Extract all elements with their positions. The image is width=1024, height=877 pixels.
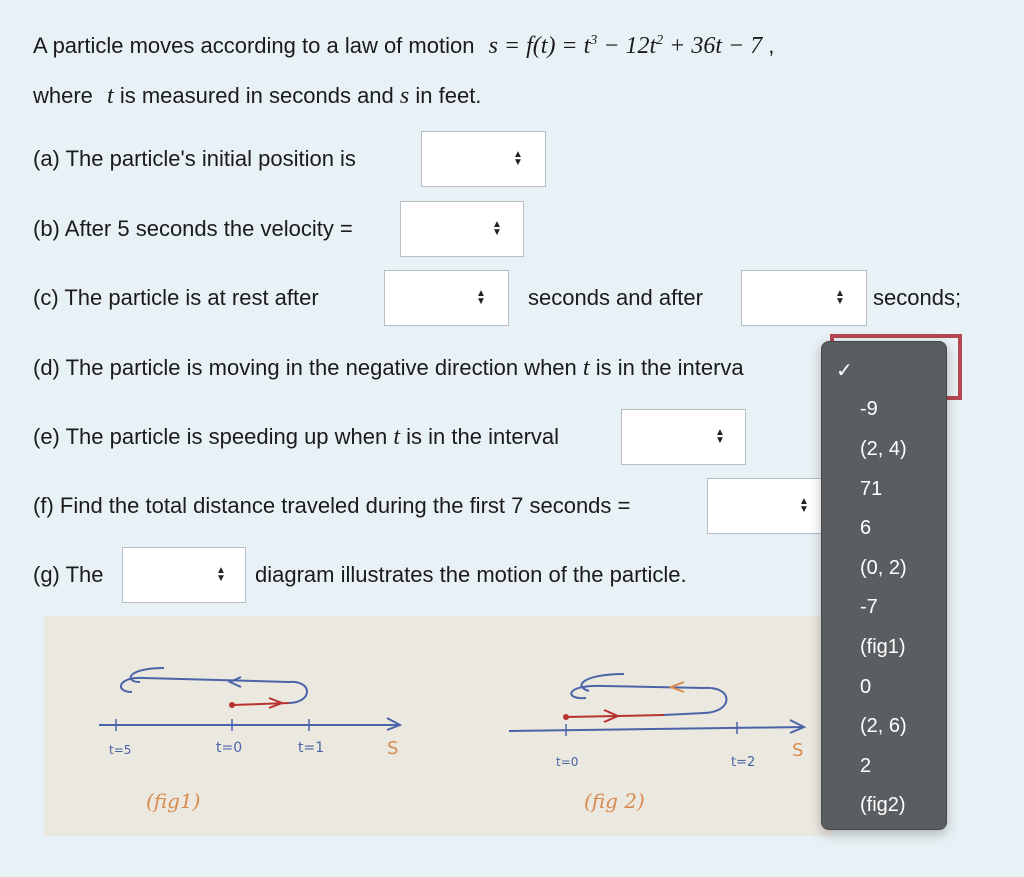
select-arrows-icon: ▲ ▼ [216, 565, 226, 584]
formula-exp3: 3 [590, 33, 598, 48]
dropdown-option[interactable]: (2, 4) [860, 438, 907, 460]
dropdown-option[interactable]: 2 [860, 755, 872, 777]
fig2-sketch [509, 674, 804, 813]
formula-mid1: − 12t [597, 33, 657, 59]
part-e-label [33, 424, 559, 451]
dropdown-option[interactable]: (2, 6) [860, 715, 907, 737]
fig2-t2: t=2 [731, 755, 756, 770]
fig1-t0: t=0 [216, 740, 243, 756]
part-g-select[interactable] [122, 547, 246, 603]
line2-s: s [399, 83, 410, 109]
intro-line [33, 33, 774, 60]
motion-diagrams-sketch [44, 616, 832, 836]
dropdown-option[interactable]: 6 [860, 517, 872, 539]
part-c-label-2: seconds and after [528, 285, 703, 310]
dropdown-option[interactable]: 0 [860, 676, 872, 698]
fig1-sketch [99, 668, 400, 813]
part-c-select-1[interactable] [384, 270, 509, 326]
motion-diagram-photo [44, 616, 832, 836]
formula-lhs: s = f(t) = t [488, 33, 591, 59]
part-f-label: (f) Find the total distance traveled during the first 7 seconds = [33, 493, 631, 518]
part-g-label-1: (g) The [33, 562, 104, 587]
fig1-caption: (fig1) [146, 789, 201, 813]
part-d-text-2: is in the interva [595, 355, 744, 380]
part-e-select[interactable] [621, 409, 746, 465]
part-e-text-2: is in the interval [406, 424, 560, 449]
select-arrows-icon: ▲ ▼ [513, 149, 523, 168]
part-b-select[interactable] [400, 201, 524, 257]
fig2-t0: t=0 [556, 755, 579, 769]
formula-rest: + 36t − 7 [663, 33, 763, 59]
formula-exp2: 2 [656, 33, 664, 48]
select-arrows-icon: ▲ ▼ [715, 427, 725, 446]
part-a-label: (a) The particle's initial position is [33, 146, 356, 171]
part-f-select[interactable] [707, 478, 831, 534]
part-d-text: (d) The particle is moving in the negative direction when [33, 355, 577, 380]
part-c-select-2[interactable] [741, 270, 867, 326]
line2-end: in feet. [415, 83, 482, 108]
part-d-t: t [582, 355, 590, 381]
fig2-caption: (fig 2) [584, 789, 645, 813]
fig2-s: S [792, 740, 804, 761]
dropdown-option[interactable]: (fig1) [860, 636, 906, 658]
checkmark-icon: ✓ [836, 360, 853, 382]
dropdown-option[interactable]: -7 [860, 596, 878, 618]
line2-middle: is measured in seconds and [119, 83, 394, 108]
formula [489, 33, 769, 59]
intro-prefix: A particle moves according to a law of motion [33, 33, 475, 58]
select-arrows-icon: ▲ ▼ [799, 496, 809, 515]
select-arrows-icon: ▲ ▼ [835, 288, 845, 307]
part-c-label-1: (c) The particle is at rest after [33, 285, 319, 310]
part-c-label-3: seconds; [873, 285, 962, 310]
dropdown-option[interactable]: (0, 2) [860, 557, 907, 579]
fig1-t5: t=5 [109, 743, 132, 757]
part-b-label: (b) After 5 seconds the velocity = [33, 216, 353, 241]
dropdown-menu[interactable] [821, 341, 947, 830]
part-e-t: t [393, 424, 401, 450]
part-g-label-2: diagram illustrates the motion of the particle. [255, 562, 687, 587]
units-line [33, 83, 481, 110]
part-e-text: (e) The particle is speeding up when [33, 424, 388, 449]
select-arrows-icon: ▲ ▼ [476, 288, 486, 307]
dropdown-option[interactable]: (fig2) [860, 794, 906, 816]
line2-where: where [33, 83, 93, 108]
part-a-select[interactable] [421, 131, 546, 187]
fig1-s: S [387, 738, 399, 759]
intro-suffix: , [768, 33, 775, 58]
fig1-t1: t=1 [298, 740, 325, 756]
select-arrows-icon: ▲ ▼ [492, 219, 502, 238]
part-d-label [33, 355, 744, 382]
dropdown-option[interactable]: 71 [860, 478, 883, 500]
dropdown-option[interactable]: -9 [860, 398, 878, 420]
line2-t: t [107, 83, 114, 109]
